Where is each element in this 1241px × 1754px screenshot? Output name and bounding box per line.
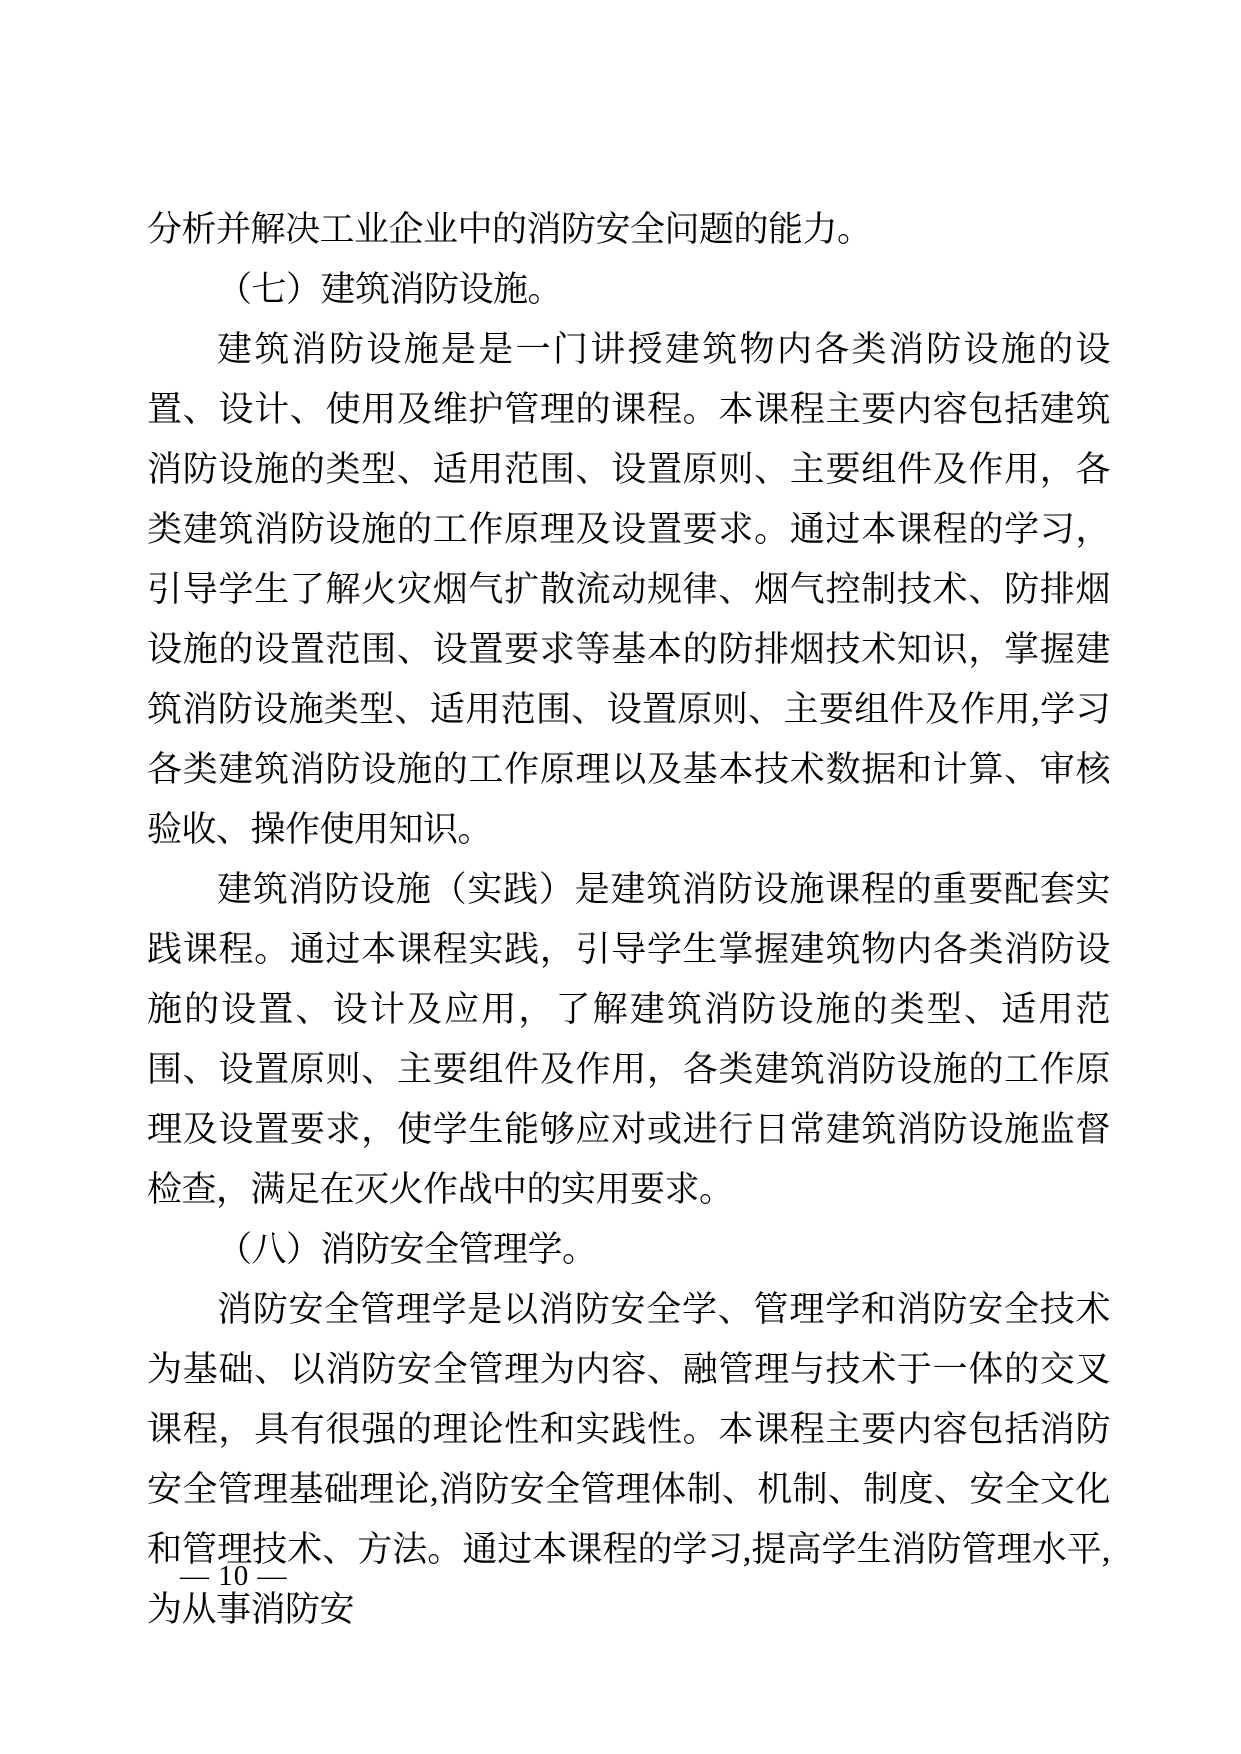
document-body	[147, 200, 1110, 1640]
paragraph-building-fire-facilities-practice: 建筑消防设施（实践）是建筑消防设施课程的重要配套实践课程。通过本课程实践，引导学生掌握建筑物内各类消防设施的设置、设计及应用，了解建筑消防设施的类型、适用范围、设置原则、主要组件及作用，各类建筑消防设施的工作原理及设置要求，使学生能够应对或进行日常建筑消防设施监督检查，满足在灭火作战中的实用要求。	[147, 870, 1110, 1209]
page-number: — 10 —	[180, 1560, 288, 1592]
paragraph-fire-safety-management: 消防安全管理学是以消防安全学、管理学和消防安全技术为基础、以消防安全管理为内容、融管理与技术于一体的交叉课程，具有很强的理论性和实践性。本课程主要内容包括消防安全管理基础理论,消防安全管理体制、机制、制度、安全文化和管理技术、方法。通过本课程的学习,提高学生消防管理水平,为从事消防安	[147, 1290, 1110, 1629]
section-heading-eight: （八）消防安全管理学。	[217, 1230, 597, 1269]
paragraph-continuation: 分析并解决工业企业中的消防安全问题的能力。	[147, 210, 872, 249]
paragraph-building-fire-facilities: 建筑消防设施是是一门讲授建筑物内各类消防设施的设置、设计、使用及维护管理的课程。本课程主要内容包括建筑消防设施的类型、适用范围、设置原则、主要组件及作用，各类建筑消防设施的工作原理及设置要求。通过本课程的学习，引导学生了解火灾烟气扩散流动规律、烟气控制技术、防排烟设施的设置范围、设置要求等基本的防排烟技术知识，掌握建筑消防设施类型、适用范围、设置原则、主要组件及作用,学习各类建筑消防设施的工作原理以及基本技术数据和计算、审核验收、操作使用知识。	[147, 330, 1110, 849]
section-heading-seven: （七）建筑消防设施。	[217, 270, 563, 309]
